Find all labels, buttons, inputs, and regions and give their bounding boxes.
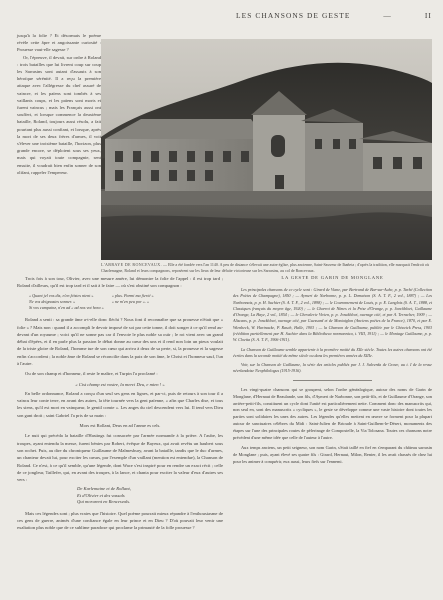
- verse-line: Ne vos deignastes sonner. »: [29, 298, 76, 304]
- running-head-title: LES CHANSONS DE GESTE: [236, 11, 351, 20]
- photo-caption: [101, 262, 432, 274]
- left-paragraph-4: En belle ordonnance, Roland a conçu d'un seul ses gens en lignes, et par-ci, puis de retours à son tour il a vaincu leur conte terre, en avant des autres, la tête tournée vers la gent païenne, « afin que Charles dise, et tous les siens, qu'il est mort en vainqueur, le gentil comte ». Les anges du ciel descendent vers lui. Il tend vers Dieu son gant droit ; saint Gabriel l'a pris de sa main :: [17, 390, 223, 418]
- verse-line: Qui morurent en Rencesvals.: [77, 499, 131, 505]
- section-divider: [293, 380, 372, 381]
- quote-1: « Cist champ est vostre, la merci Deu, e mien ! »: [75, 381, 165, 387]
- verse-block-2: [17, 486, 223, 505]
- verse-block-1: [29, 293, 223, 312]
- verse-line: « plus. Parmi ma fierté »: [111, 292, 154, 298]
- bibliography-1: Les principales chansons de ce cycle sont : Girard de Viane, par Bertrand de Bar-sur-Aube, p. p. Tarbé (Collection des Poètes de Champagne), 1850 ; — Aymeri de Narbonne, p. p. L. Demaison (S. A. T. F., 2 vol., 1887) ; — Les Narbonnais, p. p. H. Suchier (S. A. T. F., 2 vol., 1898) ; — le Couronnement de Louis, p. p. E. Langlois (S. A. T., 1888, et Classiques français du moyen âge, 1920) ; — le Charroi de Nîmes et la Prise d'Orange, p. p. Jonckbloet, Guillaume d'Orange, La Haye, 2 vol., 1854 ; — le Chevalerie Vivien, p. p. Jonckbloet, ouvrage cité, et par A. Terracher, 1909 ; — Aliscans, p. p. Jonckbloet, ouvrage cité, par Guessard et de Montaiglon (Anciens poètes de la France), 1870, et par E. Wienbeck, W. Hartnacke, P. Rasch, Halle, 1903 ; — la Chanson de Guillaume, publiée par le Chiswick Press, 1903 (réédition partiellement par H. Suchier dans la Bibliotheca normannica, t. VIII, 1911) ; — le Moniage Guillaume, p. p. W. Cloetta (S. A. T. F., 1906-1911).: [233, 286, 432, 343]
- verse-line: Et d'Olivier et des vassals: [77, 492, 125, 498]
- left-paragraph-1: Trois fois à son tour, Olivier, avec une mesure amère, lui démontre la folie de l'appel : il est trop tard ; Roland d'ailleurs, qu'il est trop tard et il sait à le faire — où s'est obstiné son compagnon :: [17, 276, 223, 289]
- right-body-column: [233, 275, 432, 469]
- verse-line: « Quant jel vos dis, n'en feïstes nient »: [29, 292, 94, 298]
- left-paragraph-6: Mais ces légendes sont ; plus vraies que l'histoire. Quel poème pourrait mieux répandre à l'enthousiasme de ces gens de guerre, animés d'une confiance égale en leur prince et en Dieu ? D'où pouvait leur venir une exaltation plus noble que de ce sublime paradoxe qui proclame la primauté de la folle prouesse ?: [17, 510, 223, 531]
- right-paragraph-2: Aux temps anciens, un petit seigneur, son nom Garin, s'était taillé en fief en s'emparant du château sarrasin de Monglane ; puis, ayant élevé ses quatre fils : Girard, Hernaut, Milon, Renier, il les avait chassés de chez lui pour les animer à conquérir, eux aussi, leurs fiefs sur l'ennemi.: [233, 445, 432, 464]
- verse-right: [112, 293, 154, 312]
- verse-line: De Karlemaine et de Rollant,: [77, 486, 131, 492]
- bibliography-3: Voir, sur la Chanson de Guillaume, la série des articles publiés par J. J. Salverda de Grave, au t. I de la revue néerlandaise Neophilologus (1915-1916).: [233, 362, 432, 374]
- caption-head: L'ABBAYE DE RONCEVAUX.: [101, 262, 162, 267]
- left-paragraph-5: Le nuit qui précéda la bataille d'Hastings fut consacrée par l'armée normande à la prière. A l'aube, les troupes, ayant entendu la messe, furent bénies par Robert, évêque de Bayeux, qui avait revêtu un haubert sous son rochet. Puis, au dire du chroniqueur Guillaume de Malmesbury, avant la bataille, tandis que le duc d'armes, un chanteur devait lui, pour exciter les cœurs, par l'exemple d'un vaillant (mention est entendue), la Chanson de Roland. Ce n'est, à ce qu'il semble, qu'une légende, dont Wace s'est inspiré pour en rendre un exact récit ; celle de ce jongleur, Taillefer, qui, en avant des troupes, à la lance, et chanta pour exciter la valeur d'eux d'autres ses vers :: [17, 433, 223, 483]
- abbey-photograph: [101, 39, 432, 260]
- left-body-column: [17, 275, 223, 535]
- left-column-top: [17, 32, 101, 176]
- verse-line: Si vos cumpainz, n'en ad « ad nos vot hora »: [29, 305, 104, 310]
- left-top-paragraph-2: Or, l'épreuve, il devait, sur ordre à Roland : trois batailles que lui livrent coup sur coup les Sarrasins sont autant d'assauts à son héroïque sérénité. Il a reçu la première attaque avec l'allégresse du chef assuré de vaincre, et les païens sont tombés à ses vaillants coups, et les païens sont morts et furent vaincus ; mais les Français aussi ont souffert, et lorsque commence la deuxième bataille, Roland, toujours aussi résolu, a fait pourtant plus aussi confiant, et lorsque, après la mort de ses deux frères d'armes, il voit s'élever une troisième bataille, l'horizon, plus grande encore, se déploient sous ses yeux, mais qui voyait toute compagnie, sent ensuite, il voudrait bien enfin sonner de son olifant, rappeler l'empereur.: [17, 54, 101, 175]
- left-paragraph-3: Ou de son champ et d'honneur, il reste le maître, et Turpin l'a proclamé :: [25, 371, 158, 377]
- running-head: [236, 11, 432, 20]
- caption-body: — Elle a été fondée vers l'an 1140. A peu de distance s'élevait une autre église, plus ancienne, Saint-Sauveur de Ibañeta ; d'après la tradition, elle marquait l'endroit où Charlemagne, Roland et leurs compagnons, reposèrent sur les lieux de leur défaite victorieuse sur les Sarrasins, au col de Roncevaux.: [101, 262, 429, 273]
- left-top-paragraph-1: jusqu'à la folie ? Et désormais le poème révèle cette âpre et angoissante curiosité : Prouesse vaut-elle sagesse ?: [17, 33, 101, 53]
- bibliography-2: La Chanson de Guillaume semble appartenir à la première moitié du XIIe siècle. Toutes les autres chansons ont été écrites dans la seconde moitié du même siècle ou dans les premières années du XIIIe.: [233, 346, 432, 358]
- page-number: II: [424, 11, 432, 20]
- caption-text: [101, 262, 432, 274]
- abbey-photo-illustration: [101, 39, 432, 260]
- running-head-separator: —: [383, 11, 392, 20]
- quote-2: Mors est Rollant, Deus en ad l'anme es cels.: [79, 423, 161, 429]
- verse-left: [29, 293, 104, 312]
- section-heading: LA GESTE DE GARIN DE MONGLANE: [281, 275, 384, 280]
- left-paragraph-2: Roland a senti : sa grande âme a-t-elle donc fléchi ? Nous font il reconnaître que sa prouesse n'était que « folie » ? Mais non : quand il a accompli le devoir imposé de soi par cette tonne, il doit songer à ce qu'il rend au-devant d'un royaume ; voici qu'il ne sonne pas car il l'envoie le plus noble sa ouïr ; le roi vient avec un grand débat d'épées, et il en parle plus la passion le débat donne au cœur des uns et il rend non loin un pieux voulait de la triste gloire de Roland, l'homme tue de son cœur qui arriva à deux de sa perte, si, la prouesse et la sagesse enfin s'accordent ; la noble âme de Roland se réconcilie dans la paix de son âme, le Christ et l'honneur sauf, l'un à l'autre.: [17, 317, 223, 366]
- verse-line: « ne m'en peu por ». »: [111, 298, 150, 304]
- right-paragraph-1: Les vingt-quatre chansons qui se groupent, selon l'ordre généalogique, autour des noms de Garin de Monglane, d'Hernaut de Beaulande, son fils, d'Aymeri de Narbonne, son petit-fils, et de Guillaume d'Orange, son arrière-petit-fils, constituent un cycle dont l'unité est particulièrement nette. Comment donc des manuscrits qui, non seul en, sont des manuscrits « cycliques », le geste se développe comme une vaste histoire dont toutes les parties sont solidaires les unes des autres. Les légendes qu'elles mettent en œuvre se forment pour la plupart autour de sanctuaires célèbres du Midi : Saint-Julien de Brioude à Saint-Guilhem-le-Désert, monuments des étapes sur l'une des principales routes de pèlerinage de Compostelle, la Via Tolosana. Toutes ces chansons notre précédent d'une même idée que celle de l'auteur à l'autre.: [233, 386, 432, 441]
